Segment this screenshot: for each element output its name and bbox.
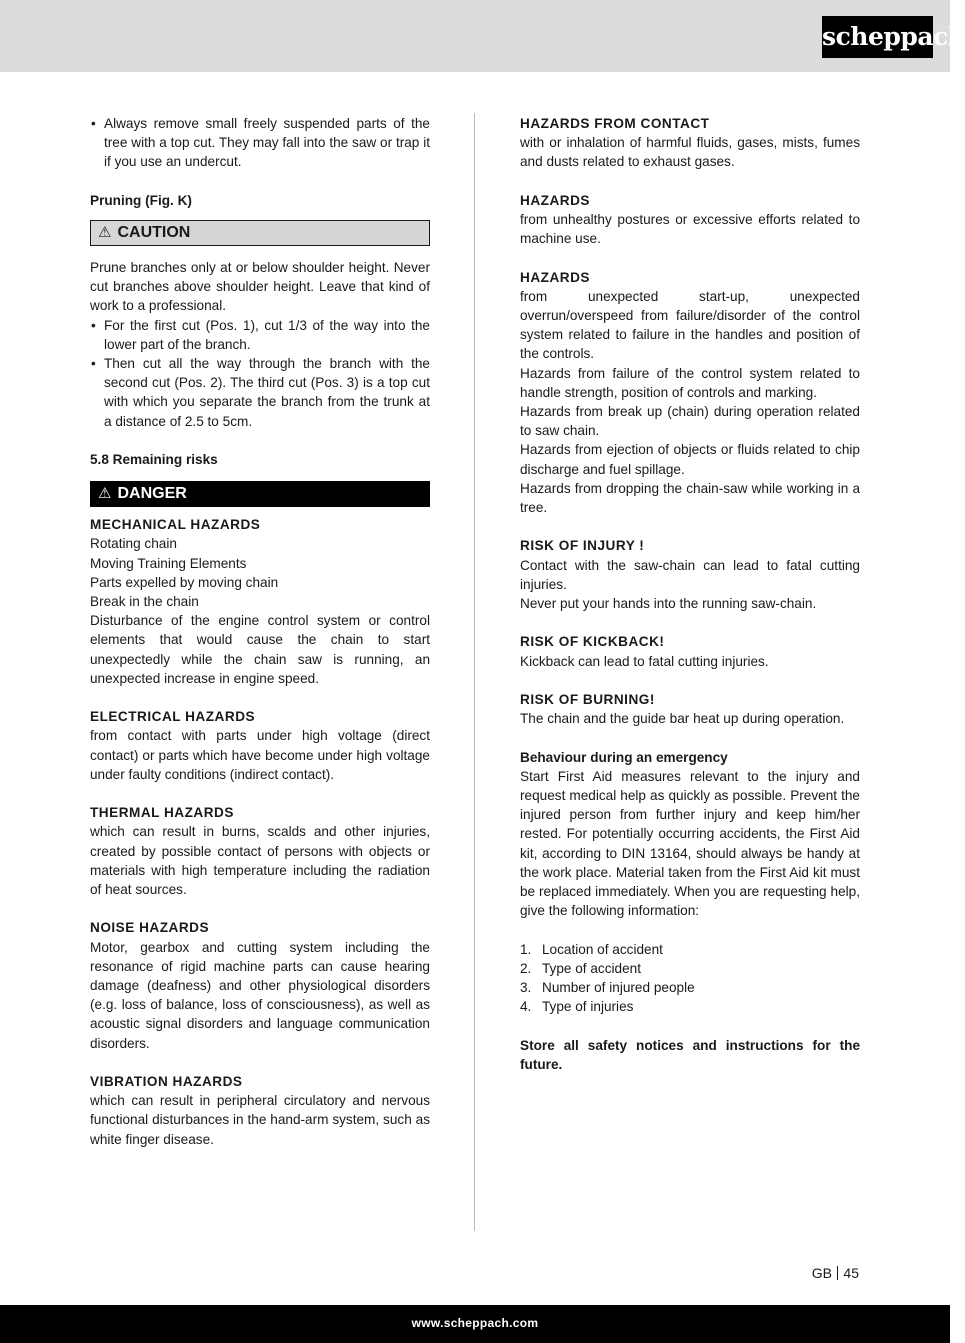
- thermal-hazards-title: THERMAL HAZARDS: [90, 805, 234, 821]
- caution-box: [90, 220, 430, 246]
- language-code: GB: [811, 1265, 832, 1281]
- list-item: 1. Location of accident: [520, 941, 663, 957]
- caution-label: CAUTION: [117, 224, 191, 241]
- list-item: • For the first cut (Pos. 1), cut 1/3 of the way into the lower part of the branch.: [91, 317, 430, 352]
- noise-hazards-text: Motor, gearbox and cutting system including the resonance of rigid machine parts can cause hearing damage (deafness) and other physiological disorders (e.g. loss of balance, loss of consciousness), as well as acoustic signal disorders and language communication disorders.: [90, 939, 430, 1051]
- emergency-heading: Behaviour during an emergency: [520, 749, 728, 765]
- contact-hazards-text: with or inhalation of harmful fluids, gases, mists, fumes and dusts related to exhaust gases.: [520, 135, 860, 170]
- warning-triangle-icon: ⚠: [98, 485, 112, 503]
- danger-label: DANGER: [117, 485, 187, 503]
- list-item: • Then cut all the way through the branch with the second cut (Pos. 2). The third cut (Pos. 3) is a top cut with which you separate the branch from the trunk at a distance of 2.5 to 5cm.: [91, 356, 430, 429]
- pruning-heading: Pruning (Fig. K): [90, 192, 192, 208]
- contact-hazards-title: HAZARDS FROM CONTACT: [520, 116, 710, 131]
- thermal-hazards-text: which can result in burns, scalds and other injuries, created by possible contact of persons with objects or materials with high temperature including the radiation of heat sources.: [90, 824, 430, 898]
- electrical-hazards-title: ELECTRICAL HAZARDS: [90, 709, 256, 725]
- warning-triangle-icon: ⚠: [98, 224, 112, 241]
- column-divider: [474, 113, 475, 1231]
- burning-risk-text: The chain and the guide bar heat up during operation.: [520, 711, 845, 727]
- text-line: Break in the chain: [90, 594, 199, 610]
- list-item: • Always remove small freely suspended parts of the tree with a top cut. They may fall into the saw or trap it if you use an undercut.: [91, 116, 430, 170]
- text-line: Moving Training Elements: [90, 555, 247, 571]
- burning-risk-title: RISK OF BURNING!: [520, 692, 655, 708]
- mechanical-hazards-title: MECHANICAL HAZARDS: [90, 517, 261, 533]
- list-item: 2. Type of accident: [520, 960, 641, 976]
- list-item: 3. Number of injured people: [520, 980, 695, 996]
- kickback-risk-title: RISK OF KICKBACK!: [520, 634, 665, 650]
- pruning-bullets: [90, 316, 430, 431]
- text-line: Hazards from break up (chain) during operation related to saw chain.: [520, 404, 860, 439]
- text-line: Rotating chain: [90, 536, 177, 552]
- brand-logo: scheppach: [822, 16, 933, 58]
- store-notice: Store all safety notices and instructions for the future.: [520, 1037, 860, 1072]
- footer-url: www.scheppach.com: [411, 1316, 539, 1330]
- vibration-hazards-title: VIBRATION HAZARDS: [90, 1074, 243, 1090]
- page-footer: [0, 1305, 950, 1343]
- page-number: [812, 1264, 859, 1283]
- noise-hazards-title: NOISE HAZARDS: [90, 920, 210, 936]
- text-line: Hazards from failure of the control system related to handle strength, position of controls and marking.: [520, 365, 860, 400]
- list-item: 4. Type of injuries: [520, 999, 634, 1015]
- posture-hazards-text: from unhealthy postures or excessive efforts related to machine use.: [520, 212, 860, 247]
- vibration-hazards-text: which can result in peripheral circulatory and nervous functional disturbances in the hand-arm system, such as white finger disease.: [90, 1093, 430, 1147]
- danger-box: [90, 481, 430, 507]
- left-column: [90, 114, 430, 1149]
- text-line: Never put your hands into the running saw-chain.: [520, 596, 817, 612]
- startup-hazards-title: HAZARDS: [520, 269, 590, 285]
- remaining-risks-heading: 5.8 Remaining risks: [90, 452, 218, 468]
- kickback-risk-text: Kickback can lead to fatal cutting injuries.: [520, 653, 769, 669]
- text-line: from unexpected start-up, unexpected overrun/overspeed from failure/disorder of the control system related to failure in the handles and position of the controls.: [520, 288, 860, 362]
- emergency-info-list: [520, 940, 860, 1017]
- intro-bullets: [90, 114, 430, 172]
- page-number-value: 45: [843, 1265, 859, 1281]
- text-line: Parts expelled by moving chain: [90, 574, 279, 590]
- emergency-text: Start First Aid measures relevant to the injury and request medical help as quickly as possible. Prevent the injured person from further injury and keep him/her rested. For potentially occurring accidents, the First Aid kit, according to DIN 13164, should always be handy at the work place. Material taken from the First Aid kit must be replaced immediately. When you are requesting help, give the following information:: [520, 768, 860, 919]
- electrical-hazards-text: from contact with parts under high voltage (direct contact) or parts which have become under high voltage under faulty conditions (indirect contact).: [90, 728, 430, 782]
- mechanical-hazards-text: Disturbance of the engine control system or control elements that would cause the chain to start unexpectedly while the chain saw is running, an unexpected increase in engine speed.: [90, 613, 430, 686]
- text-line: Hazards from ejection of objects or fluids related to chip discharge and fuel spillage.: [520, 442, 860, 477]
- text-line: Hazards from dropping the chain-saw while working in a tree.: [520, 480, 860, 516]
- posture-hazards-title: HAZARDS: [520, 192, 590, 208]
- page-header: [0, 0, 965, 72]
- pruning-text: Prune branches only at or below shoulder height. Never cut branches above shoulder height. Leave that kind of work to a professional.: [90, 260, 430, 314]
- text-line: Contact with the saw-chain can lead to fatal cutting injuries.: [520, 557, 860, 592]
- right-column: [520, 114, 860, 1074]
- injury-risk-title: RISK OF INJURY !: [520, 538, 645, 554]
